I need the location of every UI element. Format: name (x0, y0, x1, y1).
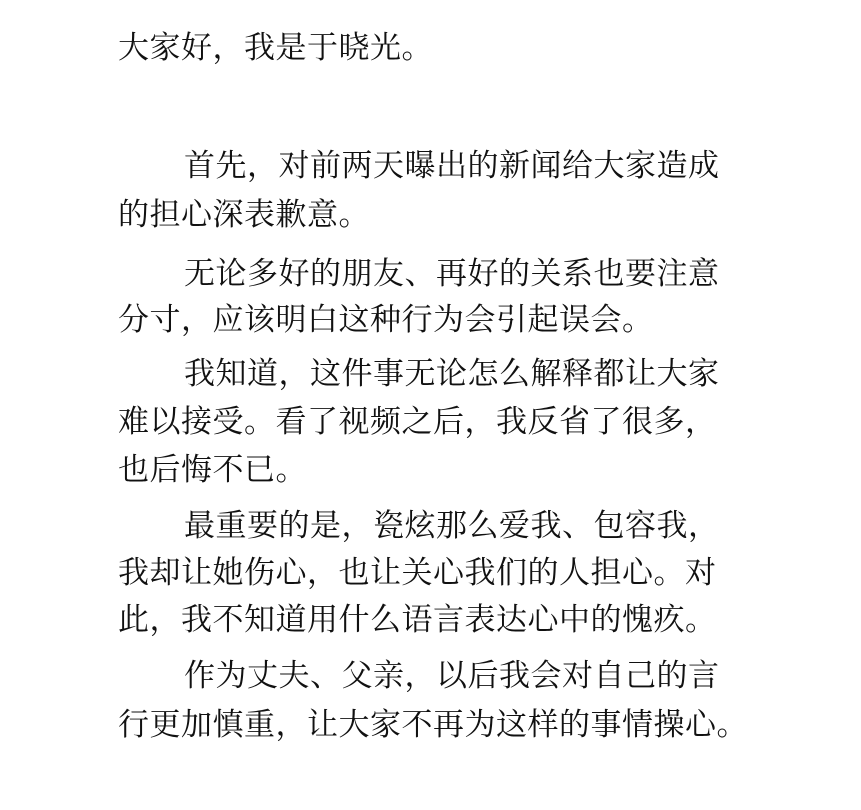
paragraph-1-line-2: 的担心深表歉意。 (118, 197, 370, 233)
paragraph-5-line-1: 作为丈夫、父亲，以后我会对自己的言 (184, 658, 720, 694)
paragraph-1-line-1: 首先，对前两天曝出的新闻给大家造成 (184, 148, 720, 184)
greeting-line: 大家好，我是于晓光。 (118, 30, 433, 66)
paragraph-4-line-2: 我却让她伤心，也让关心我们的人担心。对 (118, 555, 717, 591)
paragraph-4-line-1: 最重要的是，瓷炫那么爱我、包容我， (184, 508, 720, 544)
paragraph-3-line-2: 难以接受。看了视频之后，我反省了很多， (118, 404, 717, 440)
paragraph-2-line-1: 无论多好的朋友、再好的关系也要注意 (184, 256, 720, 292)
paragraph-3-line-3: 也后悔不已。 (118, 452, 307, 488)
paragraph-2-line-2: 分寸，应该明白这种行为会引起误会。 (118, 302, 654, 338)
paragraph-4-line-3: 此，我不知道用什么语言表达心中的愧疚。 (118, 602, 717, 638)
paragraph-5-line-2: 行更加慎重，让大家不再为这样的事情操心。 (118, 707, 748, 743)
paragraph-3-line-1: 我知道，这件事无论怎么解释都让大家 (184, 356, 720, 392)
